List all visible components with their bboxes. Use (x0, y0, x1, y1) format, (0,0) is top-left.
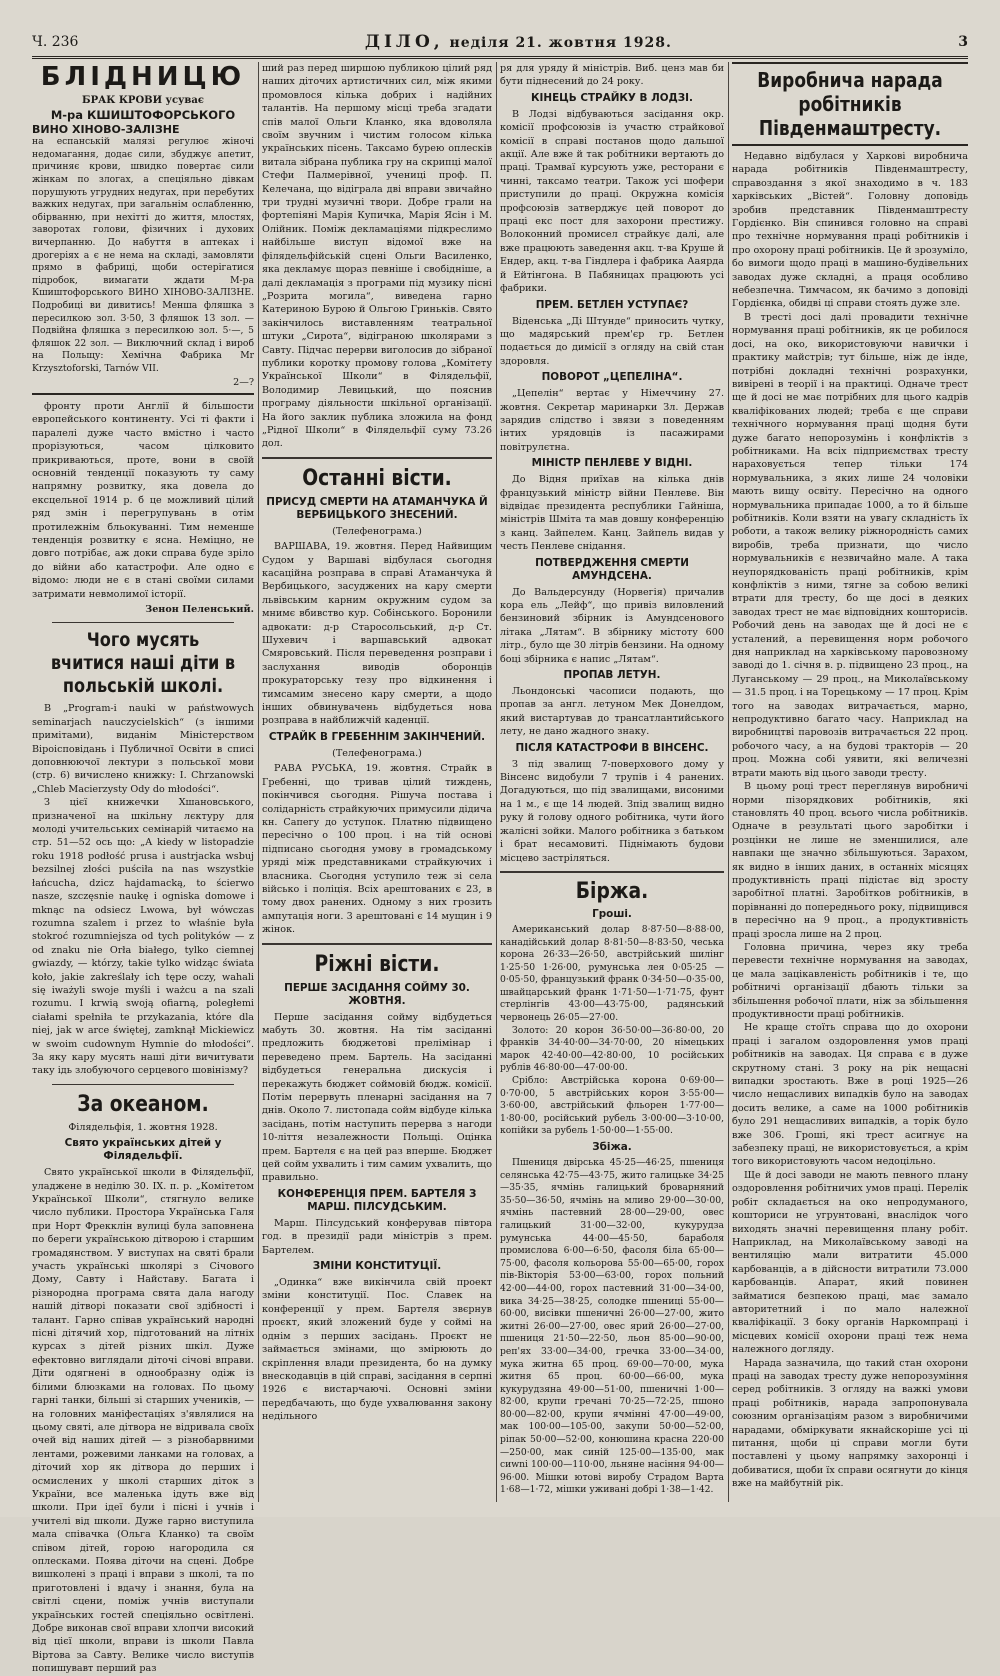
author-signature: Зенон Пеленський. (145, 604, 254, 615)
news-body: Віденська „Ді Штунде“ приносить чутку, що мадярський прем'єр гр. Бетлен подається до димісії з огляду на свій стан здоровля. (500, 315, 724, 367)
advertisement (32, 62, 254, 395)
bourse-subsection: Гроші. (592, 907, 632, 920)
ad-brand: М-ра КШИШТОФОРСЬКОГО (50, 108, 236, 123)
news-body: Льондонські часописи подають, що пропав за англ. летуном Мек Донелдом, який вистартував до трансатлантийського лету, не дано жадного знаку. (500, 686, 724, 738)
news-body: Перше засідання сойму відбудеться мабуть 30. жовтня. На тім засіданні предложить бюджетові прелімінар і переведено прем. Бартель. На засіданні відбудеться генеральна дискусія і перекажуть бюджет соймовій бюдж. комісії. Потім перервуть пленарні засідання на 7 днів. Около 7. листопада сойм відбуде кілька засідань, потім наступить перерва з нагоди 10-ліття незалежности Польщі. Оцінка прем. Бартеля є на цей раз вперше. Бюджет цей сойм ухвалить і тим самим ухвалить, що правильно. (262, 1011, 492, 1184)
telephonogram-note: (Телефенограма.) (332, 747, 422, 759)
ad-headline: БЛІДНИЦЮ (40, 62, 246, 92)
news-body: ВАРШАВА, 19. жовтня. Перед Найвищим Судом у Варшаві відбулася сьогодня касаційна розправа в справі Атаманчука й Вербицького, засуджених на кару смерти львівським карним окружним судом за мнимє вбивство кур. Собінського. Боронили адвокати: д-р Старосольський, д-р Ст. Шухевич і варшавський адвокат Смяровський. Після переведення розправи і заслухання виводів оборонців прокураторську тезу про відкинення і тимсамим знесено кару смерти, а щодо інших обвинувачень відбудеться нова розправа в найближчій каденції. (262, 541, 492, 727)
news-title: ПОВОРОТ „ЦЕПЕЛІНА“. (541, 371, 683, 384)
article-title: Чого мусять вчитися наші діти в польській школі. (50, 629, 236, 698)
news-body: До Вальдерсунду (Норвегія) причалив кора ель „Лейф“, що привіз виловлений бензиновий збірник із Амундсенового літака „Лятам“. В збірнику містоту 600 літр., було ще 30 літрів бензини. На одному боці збірника є напис „Лятам“. (500, 586, 724, 665)
article-paragraph: Нарада зазначила, що такий стан охорони праці на заводах тресту дуже непорозуміння серед робітників. З огляду на важкі умови праці робітників, нарада запропонувала союзним організаціям разом з виробничими нарадами, обміркувати якнайскоріше усі ці питання, щоби ці справи могли бути поставлені у цьому напрямку захоронці і добиватися, щоби їх справи осягнути до кінця вже на майбутній рік. (732, 1357, 968, 1490)
news-body: З під звалищ 7-поверхового дому у Вінсенс видобули 7 трупів і 4 ранених. Догадуються, що під звалищами, висоними на 1 м., є ще 14 людей. Зпід звалищ видно руку й голову одного робітника, чути його жалісні зойки. Малого робітника з батьком і брат несамовиті. Піднімають будови місцево застріляться. (500, 758, 724, 864)
divider (52, 622, 234, 623)
news-title: ПРЕМ. БЕТЛЕН УСТУПАЄ? (535, 298, 689, 311)
bourse-subsection: Збіжа. (592, 1141, 632, 1153)
column-divider (258, 62, 259, 1502)
article-paragraph: Ще й досі заводи не мають певного плану оздоровлення робітничих умов праці. Перелік робіт складається на око непродуманого, кошториси не угрунтовані, внаслідок чого виходять значні перевищення плану робіт. Наприклад, на Миколаївському заводі на вентиляцію мали витратити 45.000 карбованців, а в дійсности витратили 73.000 карбованців. Апарат, який повинен займатися безпекою праці, має замало авторитетний і по мало належної кваліфікації. З боку органів Наркомпраці і місцевих комісії охорони праці теж нема належного догляду. (732, 1169, 968, 1356)
grain-prices: Пшениця двірська 45·25—46·25, пшениця селянська 42·75—43·75, жито галицьке 34·25—35·35, ячмінь галицький броварняний 35·50—36·50, ячмінь на мливо 29·00—30·00, ячмінь пастевний 28·00—29·00, овес галицький 31·00—32·00, кукурудза румунська 44·00—45·50, бараболя промислова 6·00—6·50, фасоля біла 65·00—75·00, фасоля кольорова 55·00—65·00, горох пів-Вікторія 53·00—63·00, горох польний 42·00—44·00, горох пастевний 31·00—34·00, вика 34·25—38·25, солодке пшениці 55·00—60·00, висівки пшеничні 26·00—27·00, жито житні 26·00—27·00, овес ярий 26·00—27·00, пшениця 21·50—22·50, льон 85·00—90·00, реп'ях 33·00—34·00, гречка 33·00—34·00, мука житна 65 проц. 69·00—70·00, мука житня 65 проц. 60·00—66·00, мука кукурудзяна 49·00—51·00, пшеничні 1·00—82·00, крупи гречані 70·25—72·25, пшоно 80·00—82·00, крупи ячмінні 47·00—49·00, мак 100·00—105·00, закупи 50·00—52·00, ріпак 50·00—52·00, конюшина красна 220·00—250·00, мак синій 125·00—135·00, мак сиwnі 100·00—110·00, льняне насіння 94·00—96·00. Мішки ютові виробу Страдом Варта 1·68—1·72, мішки уживані добрі 1·38—1·42. (500, 1157, 724, 1496)
column-1 (32, 62, 254, 1675)
divider (500, 871, 724, 873)
news-title: МІНІСТР ПЕНЛЕВЕ У ВІДНІ. (531, 457, 693, 470)
article-header (732, 62, 968, 146)
news-body: Марш. Пілсудський конферував півтора год. в президії ради міністрів з прем. Бартелем. (262, 1217, 492, 1256)
article-paragraph: Недавно відбулася у Харкові виробнича нарада робітників Південмаштресту, справоздання з якої знаходимо в ч. 183 харківських „Вістей“. Головну доповідь зробив представник Південмаштресту Гордієнко. Він спинився головно на справі про технічне нормування праці робітників і про охорону праці робітників. Це й зрозуміло, бо вимоги щодо праці в машино-будівельних заводах дуже складні, а праця особливо небезпечна. Тимчасом, як бачимо з доповіді Гордієнка, обидві ці справи стоять дуже зле. (732, 151, 968, 310)
bourse-rates: Золото: 20 корон 36·50·00—36·80·00, 20 франків 34·40·00—34·70·00, 20 німецьких марок 42·40·00—42·80·00, 10 російських рублів 46·80·00—47·00·00. (500, 1024, 724, 1074)
article-title: Виробнича нарада робітників Південмаштресту. (757, 68, 943, 140)
news-title: ПОТВЕРДЖЕННЯ СМЕРТИ АМУНДСЕНА. (535, 556, 689, 582)
article-paragraph: В цьому році трест переглянув виробничі норми пізорядкових робітників, які становлять 40 проц. всього числа робітників. Одначе в результаті цього заробітки і розцінки не лише не зменшилися, але навпаки ще значно збільшуються. Зарахом, як видно в інших даних, в останніх місяцях продуктивність праці підістає від зросту заробітної платні. Заробітков робітників, в порівнанні до попереднього року, підвищився в пересічно на 9 проц., а продуктивність праці зросла лише на 2 проц. (732, 781, 968, 940)
news-title: ЗМІНИ КОНСТИТУЦІЇ. (312, 1260, 442, 1273)
column-divider (496, 62, 497, 1502)
dateline: Філядельфія, 1. жовтня 1928. (68, 1121, 218, 1133)
section-title: Ріжні вісти. (314, 951, 440, 977)
section-title: За океаном. (77, 1091, 209, 1117)
news-body: „Цепелін“ вертає у Німеччину 27. жовтня. Секретар маринарки Зл. Держав зарядив слідство і звязи з поведенням інтих урядовців із пасажирами повітрулєтна. (500, 388, 724, 453)
column-3 (500, 62, 724, 1502)
ad-subhead: БРАК КРОВИ усуває (82, 95, 204, 106)
section-title: Останні вісти. (302, 465, 452, 491)
article-paragraph: В „Program-i nauki w państwowych seminarjach nauczycielskich“ (з іншими примітами), виданім Міністерством Віроісповідань і Публичної Освіти в списі доповнюючої лектури з польської мови (стр. 6) вичислено книжку: I. Chrzanowski „Chleb Macierzysty Ody do młodości“. (32, 703, 254, 795)
masthead-center (365, 32, 672, 52)
bourse-rates: Срібло: Австрійська корона 0·69·00—0·70·00, 5 австрійських корон 3·55·00—3·60·00, австрійський фльорен 1·77·00—1·80·00, російський рубель 3·00·00—3·10·00, копійки за рубель 1·50·00—1·55·00. (500, 1075, 724, 1137)
article-paragraph: Головна причина, через яку треба перевести технічне нормування на заводах, це мала зацікавленість робітників і те, що робітничі організації дбають тільки за збільшення робочої плати, ніж за збільшення продуктивности праці робітників. (732, 941, 968, 1020)
issue-number: Ч. 236 (32, 34, 79, 50)
divider (262, 943, 492, 945)
ad-product: ВИНО ХІНОВО-ЗАЛІЗНЕ (32, 122, 180, 136)
article-paragraph: В тресті досі далі провадити технічне нормування праці робітників, як це робилося досі, на око, використовуючи навички і практику майстрів; тут більше, ніж де інде, потрібні докладні технічні розрахунки, вивірені в теорії і на практиці. Одначе трест ще й досі не має потрібних для цього кадрів кваліфікованих людей; треба є ще справи технічного нормування праці щодня бути дуже багато непорозумінь і конфліктів з робітниками. На всіх підприємствах тресту нараховується тепер тільки 174 нормувальника, з яких лише 24 чоловіки мають вищу освіту. Пересічно на одного нормувальника припадає 1000, а то й більше робітників. Коли взяти на увагу складність їх роботи, а також велику ріжнородність самих виробів, треба признати, що число нормувальників є незвичайно мале. А така неупорядкованість праці робітників, крім конфліктів з ними, тягне за собою великі втрати для тресту, бо ще досі в деяких заводах трест не має відповідних кошторисів. Робочий день на заводах ще й досі не є усталений, а перевищення норм робочого дня наприклад на харківському паровозному заводі до 1. січня в. р. підвищено 23 проц., на Луганському — 29 проц., на Миколаївському — 31.5 проц. і на Торецькому — 17 проц. Крім того на заводах витрачається, марно, непродуктивно багато часу. Наприклад на виробництві паровозів витрачається 22 проц. робочого часу, а на будові тракторів — 20 проц. Можна собі уявити, які величезні втрати мають від цього заводи тресту. (732, 311, 968, 779)
bourse-rates: Американський долар 8·87·50—8·88·00, канадійський долар 8·81·50—8·83·50, чеська корона 26·33—26·50, австрійський шилінг 1·25·50 1·26·00, румунська лея 0·05·25 —0·05·50, французький франк 0·34·50—0·35·00, швайцарський франк 1·71·50—1·71·75, фунт стерлінгів 43·00—43·75·00, радянський червонець 26·05—27·00. (500, 923, 724, 1024)
article-paragraph: З цієї книжечки Хшановського, призначеної на шкільну лєктуру для молоді учительських семінарій читаємо на стр. 51—52 ось що: „A kiedy w listopadzie roku 1918 podłość prusa i austrjacka wsbuj bezsilnej złości puściła na nas wszystkie łańcucha, dzicz hajdamacką, to ścierwo nasze, szczęsnie naukę i ogniska domowe i mknąc na odsiecz Lwowa, był wówczas rozumna szalem i przez to właśnie była stokroć rozumniejsza od tych polityków — z od znaku nie Orła białego, tylko ciemnej gwiazdy, — którzy, takie tylko widząc świata koło, jakie zakreślały ich tępe oczy, wahali się iważyli swoje myśli i ważcu a na szali rozumu. I krwią swoją ofiarną, poległemi ciałami spełniła te przykazania, które dla niej, jak w arce świętej, zamknął Mickiewicz w swoim cudownym Hymnie do młodości“. За яку кару мусять наші діти вичитувати таку ідь злобуючого серцевого шовінізму? (32, 797, 254, 1077)
ad-ref: 2—? (233, 376, 254, 388)
news-title: СТРАЙК В ГРЕБЕННІМ ЗАКІНЧЕНИЙ. (268, 730, 486, 743)
newspaper-title: ДІЛО, (364, 32, 444, 52)
page-number: 3 (958, 34, 968, 50)
news-body: РАВА РУСЬКА, 19. жовтня. Страйк в Гребенні, що тривав цілий тиждень, покінчився сьогодня. Рішуча постава і солідарність страйкуючих примусили дідича кн. Сапегу до уступок. Платню підвищено пересічно о 100 проц. і на тій основі підписано сьогодня умову в громадському уряді між представниками страйкуючих і власника. Сьогодня уступило теж зі села військо і поліція. Всіх арештованих є 23, в тому двох ранених. Одному з них грозить ампутація ноги. 3 арештовані є 14 мущин і 9 жінок. (262, 763, 492, 936)
article-subtitle: Свято українських дітей у Філядельфії. (64, 1137, 222, 1163)
news-title: ПІСЛЯ КАТАСТРОФИ В ВІНСЕНС. (515, 741, 709, 754)
news-title: ПРОПАВ ЛЕТУН. (563, 669, 661, 682)
news-title: КОНФЕРЕНЦІЯ ПРЕМ. БАРТЕЛЯ З МАРШ. ПІЛСУДСЬКИМ. (277, 1187, 477, 1213)
news-title: ПЕРШЕ ЗАСІДАННЯ СОЙМУ 30. ЖОВТНЯ. (284, 981, 470, 1007)
news-body: До Відня приїхав на кілька днів французький міністр війни Пенлеве. Він відвідає президента республики Гайніша, міністрів Шміта та мав довшу конференцію з канц. Зайпелем. Канц. Зайпель видав у честь Пенлеве снідання. (500, 474, 724, 553)
divider (52, 1084, 234, 1085)
column-2 (262, 62, 492, 1502)
news-title: ПРИСУД СМЕРТИ НА АТАМАНЧУКА Й ВЕРБИЦЬКОГО ЗНЕСЕНИЙ. (266, 495, 488, 521)
masthead (32, 28, 968, 59)
column-4 (732, 62, 968, 1502)
column-divider (728, 62, 729, 1502)
article-paragraph: Не краще стоїть справа що до охорони праці і загалом оздоровлення умов праці робітників на заводах. Ця справа є в дуже скрутному стані. З року на рік нещасні випадки зростають. Вже в році 1925—26 число нещасливих випадків було на заводах досить велике, а саме на 1000 робітників було 291 нещасливих випадків, а торік було вже 306. Гроші, які трест асигнує на забезпеку праці, не використовується, а крім того використовують часом недоцільно. (732, 1022, 968, 1168)
article-tail: фронту проти Англії й більшости европейського континенту. Усі ті факти і паралелі дуже часто вмістно і часто прорізуються, часом цілковито прикриваються, проте, вони в своїй основній тенденції показують ту саму напрямну розвитку, яка довела до ексцельної 1914 р. б це можливий цілий ряд змін і перегрупувань в отім протилежнім бльокуванні. Тим неменше тенденція розвитку є ясна. Неміцно, не довго потрібає, аж доки справа буде зріло до війни або катастрофи. Але одно є відомо: люди не є в стані своїми силами затримати невмолимої історії. (32, 400, 254, 600)
ad-body: на еспанській малязі регулює жіночі недомагання, додає сили, збуджує апетит, причиняє крови, швидко повертає сили жінкам по злогах, а спеціяльно дівкам порушують угрудних недугах, при перебутих важких недугах, при загальнім ослабленню, обірванню, при нехітті до життя, млостях, заворотах голови, фізичних і духових вичерпанню. До набуття в аптеках і дрогеріях а є не нема на складі, замовляти прямо в фабриці, щоби остерігатися підробок, вимагати ждати М-ра Кшиштофорського ВИНО ХІНОВО-ЗАЛІЗНЕ. Подробиці ви дивитись! Менша фляшка з пересилкою зол. 3·50, 3 фляшок 13 зол. — Подвійна фляшка з пересилкою зол. 5·—, 5 фляшок 22 зол. — Виключний склад і вироб на Польщу: Хемічна Фабрика Мr Krzysztoforski, Tarnów VII. (32, 136, 254, 374)
issue-date: неділя 21. жовтня 1928. (449, 35, 672, 51)
article-continuation: ший раз перед ширшою публикою цілий ряд наших діточих артистичних сил, між якими промовлося кілька добрих і надійних талантів. На першому місці треба згадати спів малої Ольги Кланко, яка вдоволяла своїм звучним і чистим голосом кілька українських пісень. Таксамо бурею оплесків витала зібрана публика гру на скрипці малої Стефи Палмерівної, учениці проф. П. Келечана, що відіграла дві вправи звичайно три трудні музичні твори. Добре грали на фортепіяні Марія Купичка, Марія Ясін і М. Олійник. Поміж декламаціями підкреслимо найбільше виступ відомої вже на філядельфійській сцені Ольги Василенко, яка декламує щораз певніше і свобідніше, а далі декламація з програми під музику пісні „Розрита могила“, виведена гарно Катериною Бурою й Ольгою Гриньків. Свято закінчилось виставленням театральної штуки „Сирота“, відіграною школярами з Савту. Підчас перерви виголосив до зібраної публики коротку промову голова „Комітету Української Школи“ в Філядельфії, Володимир Левицький, що пояснив програму діяльности шкільної організації. На його заклик публика зложила на фонд „Рідної Школи“ в Філядельфії суму 73.26 дол. (262, 63, 492, 450)
news-body: В Лодзі відбуваються засідання окр. комісії профсоюзів із участю страйкової комісії в справі постанов щодо дальшої акції. Але вже й так робітники вертають до праці. Трамваї курсують уже, ресторани є чинні, таксамо театри. Також усі шофери приступили до праці. Окружна комісія профсоюзів затверджує цей поворот до праці екс пост для захорони престижу. Волоконний промисел страйкує далі, але вже працюють заведення акц. т-ва Круше й Ендер, акц. т-ва Гіндлера і фабрика Ааярда й Ейтінгона. В Пабяницах працюють усі фабрики. (500, 108, 724, 295)
article-paragraph: Свято української школи в Філядельфії, уладжене в неділю 30. IX. п. р. „Комітетом Української Школи“, стягнуло велике число публики. Простора Українська Галя при Норт Фрекклін вулиці була заповнена по береги українською дітворою і старшим громадянством. У виступах на святі брали участь українські школярі з Січового Дому, Савту і Найставу. Багата і різнородна програма свята дала нагоду нашій дітворі показати свої здібності і талант. Гарно співав український народні пісні дітячий хор, підготований на літніх курсах з дітей різних шкіл. Дуже ефектовно виглядали діточі січові вправи. Діти одягнені в однообразну одіж із білими блюзками на головах. По цьому гарні танки, більші зі старших учеників, — на головних маніфестаціях з'являлися на цьому святі, але дітвора не відривала своїх очей від наших дітей — з різнобарвними лентами, рожевими ланками на головах, а діточий хор як дітвора до перших і осмислених у школі старших діток з України, все маленька ідуть вже від школи. При ідеї були і пісні і учнів і учителі від школи. Дуже гарно виступила мала співачка (Ольга Кланко) та своїм співом дітей, горою нагородила ся оплесками. Поява діточи на сцені. Добре вишколені з праці і вправи з школі, та по приготовлені і вдачу і знання, була на світлі сцени, поміж учнів виступали українських гостей спеціяльно освітлені. Добре виконав свої вправи хлопчи високий від цієї школи, вправи із школи Павла Віртова за Савту. Велике число виступів попишувавт перший раз (32, 1167, 254, 1675)
section-title: Біржа. (575, 878, 649, 904)
news-body: „Одинка“ вже викінчила свій проект зміни конституції. Пос. Славек на конференції у прем. Бартеля звєрнув проєкт, який зложений буде у соймі на однім з перших засідань. Проєкт не займається змінами, що змірюють до скріплення влади президента, бо на думку внескодавців в цій справі, засідання в серпні 1926 є вистарчаючі. Основні зміни передбачають, що буде ухвалювання закону недільного (262, 1277, 492, 1423)
telephonogram-note: (Телефенограма.) (332, 525, 422, 537)
news-title: КІНЕЦЬ СТРАЙКУ В ЛОДЗІ. (531, 91, 693, 104)
news-continuation: ря для уряду й міністрів. Виб. ценз мав би бути піднесений до 24 року. (500, 63, 724, 88)
divider (262, 457, 492, 459)
